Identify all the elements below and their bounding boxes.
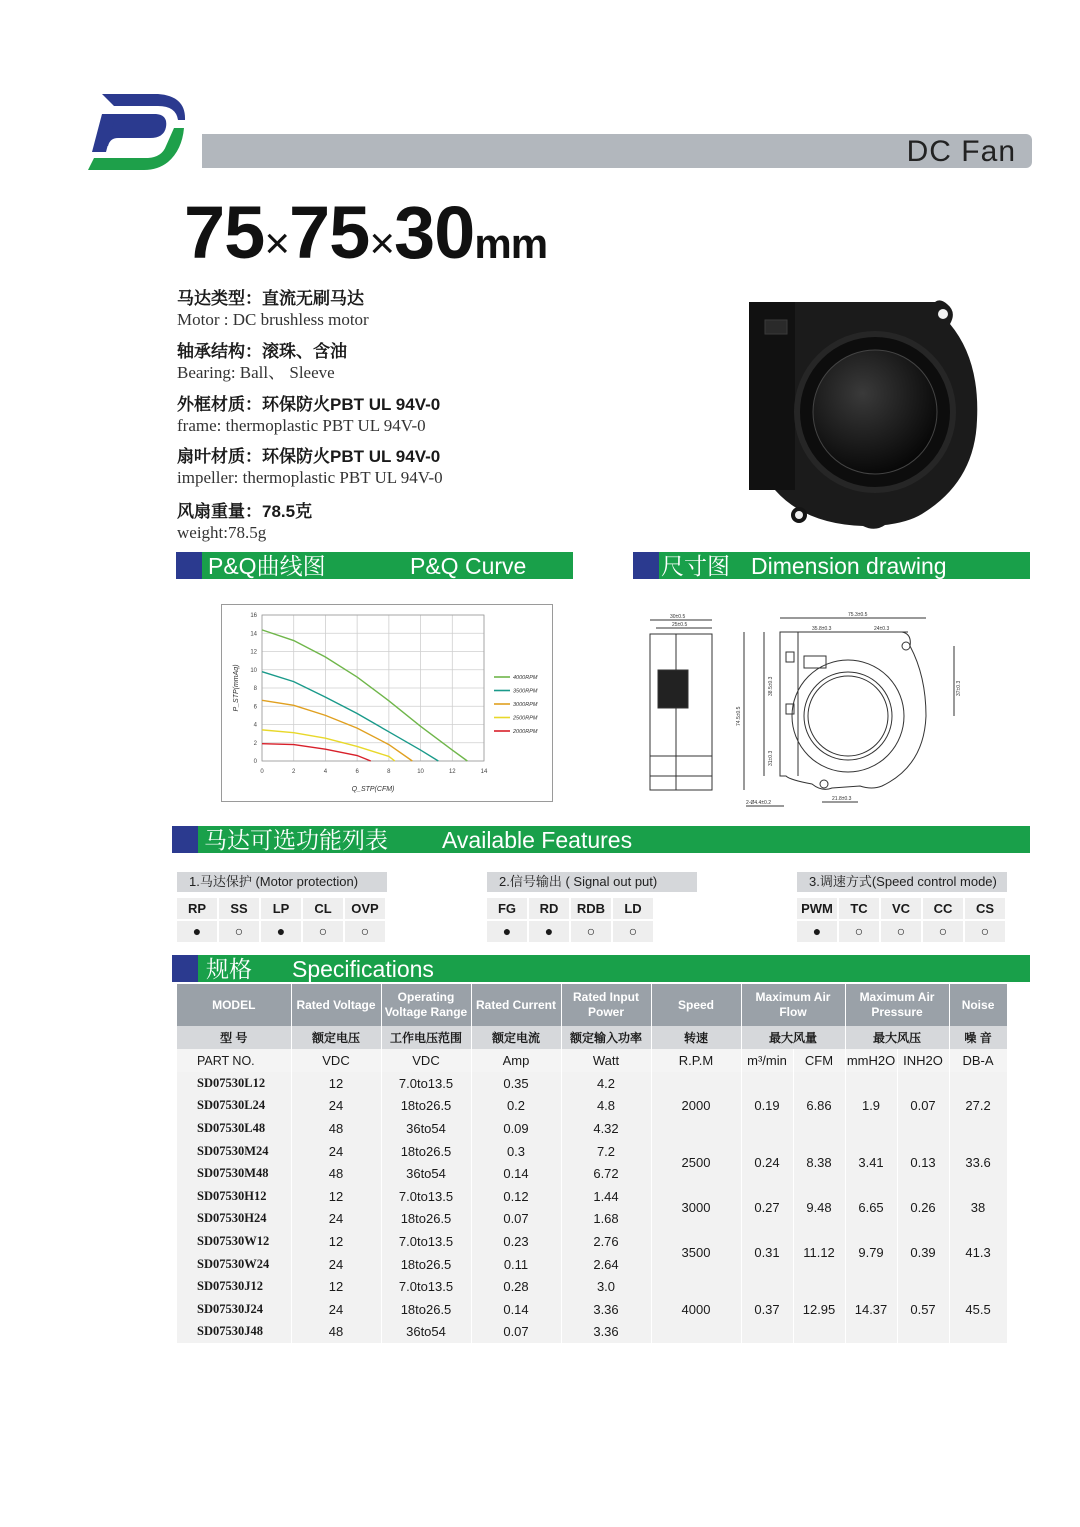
pq-curve-chart: [221, 604, 553, 802]
feature-label: RP: [177, 898, 219, 919]
y-tick-label: 6: [253, 704, 257, 711]
table-header-cell: Maximum Air Flow: [741, 984, 845, 1026]
table-unit-cell: R.P.M: [651, 1049, 741, 1072]
table-header-cell: Rated Voltage: [291, 984, 381, 1026]
group-value-cell: 1.9: [845, 1072, 897, 1140]
group-value-cell: 0.27: [741, 1185, 793, 1230]
table-row: [177, 1140, 1007, 1163]
series-line-2500RPM: [262, 730, 395, 761]
unavailable-circle-icon: ○: [345, 921, 387, 942]
svg-text:75.3±0.5: 75.3±0.5: [848, 612, 868, 618]
model-cell: SD07530J12: [177, 1275, 291, 1298]
table-row: [177, 1275, 1007, 1298]
spec-weight: 风扇重量：78.5克 weight:78.5g: [177, 502, 313, 542]
table-header-cell-cn: 型 号: [177, 1026, 291, 1049]
group-value-cell: 0.19: [741, 1072, 793, 1140]
feature-option-tc: [839, 898, 881, 942]
group-value-cell: 0.37: [741, 1275, 793, 1343]
table-unit-cell: VDC: [381, 1049, 471, 1072]
value-cell: 18to26.5: [381, 1208, 471, 1231]
table-header-cell-cn: 额定电压: [291, 1026, 381, 1049]
feature-grid-motor-protection: [177, 898, 387, 942]
series-line-4000RPM: [262, 630, 467, 761]
unavailable-circle-icon: ○: [923, 921, 965, 942]
spec-bearing: 轴承结构：滚珠、含油 Bearing: Ball、 Sleeve: [177, 342, 347, 382]
series-line-3500RPM: [262, 672, 438, 761]
feature-label: TC: [839, 898, 881, 919]
value-cell: 3.0: [561, 1275, 651, 1298]
section-available-features: 马达可选功能列表 Available Features: [172, 826, 1030, 853]
legend-label: 2500RPM: [513, 715, 538, 722]
table-unit-cell: m³/min: [741, 1049, 793, 1072]
table-header-cell-cn: 额定输入功率: [561, 1026, 651, 1049]
value-cell: 0.28: [471, 1275, 561, 1298]
feature-label: CS: [965, 898, 1007, 919]
value-cell: 3.36: [561, 1321, 651, 1344]
value-cell: 7.0to13.5: [381, 1072, 471, 1095]
table-header-cell: MODEL: [177, 984, 291, 1026]
value-cell: 0.11: [471, 1253, 561, 1276]
table-header-cell-cn: 最大风压: [845, 1026, 949, 1049]
svg-text:21.8±0.3: 21.8±0.3: [832, 796, 852, 802]
feature-label: VC: [881, 898, 923, 919]
model-cell: SD07530J24: [177, 1298, 291, 1321]
value-cell: 0.09: [471, 1117, 561, 1140]
value-cell: 18to26.5: [381, 1253, 471, 1276]
section-specifications: 规格 Specifications: [172, 955, 1030, 982]
value-cell: 12: [291, 1072, 381, 1095]
value-cell: 1.44: [561, 1185, 651, 1208]
feature-label: CC: [923, 898, 965, 919]
model-cell: SD07530L24: [177, 1095, 291, 1118]
group-value-cell: 0.07: [897, 1072, 949, 1140]
feature-option-rd: [529, 898, 571, 942]
value-cell: 4.32: [561, 1117, 651, 1140]
value-cell: 0.3: [471, 1140, 561, 1163]
y-tick-label: 10: [250, 667, 257, 674]
value-cell: 12: [291, 1275, 381, 1298]
table-header-cell-cn: 最大风量: [741, 1026, 845, 1049]
x-axis-label: Q_STP(CFM): [351, 786, 395, 793]
model-cell: SD07530H24: [177, 1208, 291, 1231]
feature-label: RD: [529, 898, 571, 919]
table-header-cell-cn: 额定电流: [471, 1026, 561, 1049]
table-row: [177, 1230, 1007, 1253]
group-value-cell: 0.57: [897, 1275, 949, 1343]
unavailable-circle-icon: ○: [219, 921, 261, 942]
value-cell: 4.2: [561, 1072, 651, 1095]
feature-option-cs: [965, 898, 1007, 942]
value-cell: 2.76: [561, 1230, 651, 1253]
y-axis-label: P_STP(mmAq): [233, 664, 240, 712]
feature-option-rdb: [571, 898, 613, 942]
spec-frame: 外框材质：环保防火PBT UL 94V-0 frame: thermoplastic PBT UL 94V-0: [177, 395, 441, 435]
value-cell: 0.07: [471, 1321, 561, 1344]
group-value-cell: 8.38: [793, 1140, 845, 1185]
feature-option-pwm: [797, 898, 839, 942]
group-value-cell: 9.48: [793, 1185, 845, 1230]
header-bar: [202, 134, 1032, 168]
unavailable-circle-icon: ○: [571, 921, 613, 942]
spec-impeller: 扇叶材质：环保防火PBT UL 94V-0 impeller: thermoplastic PBT UL 94V-0: [177, 447, 443, 487]
x-tick-label: 12: [448, 769, 456, 775]
fan-product-photo: [735, 290, 995, 540]
svg-text:74.5±0.5: 74.5±0.5: [736, 706, 742, 726]
value-cell: 0.23: [471, 1230, 561, 1253]
model-cell: SD07530J48: [177, 1321, 291, 1344]
table-unit-cell: Amp: [471, 1049, 561, 1072]
value-cell: 36to54: [381, 1162, 471, 1185]
y-tick-label: 0: [253, 759, 257, 765]
table-row: [177, 1185, 1007, 1208]
product-size-title: 75×75×30mm: [184, 191, 548, 274]
group-value-cell: 0.24: [741, 1140, 793, 1185]
legend-label: 4000RPM: [513, 675, 538, 681]
value-cell: 12: [291, 1185, 381, 1208]
group-value-cell: 0.13: [897, 1140, 949, 1185]
specifications-table: [177, 984, 1008, 1343]
table-unit-cell: INH2O: [897, 1049, 949, 1072]
table-unit-cell: DB-A: [949, 1049, 1007, 1072]
value-cell: 24: [291, 1253, 381, 1276]
group-value-cell: 45.5: [949, 1275, 1007, 1343]
x-tick-label: 8: [387, 769, 391, 775]
group-value-cell: 6.86: [793, 1072, 845, 1140]
svg-text:24±0.3: 24±0.3: [874, 626, 890, 632]
value-cell: 0.14: [471, 1162, 561, 1185]
group-value-cell: 6.65: [845, 1185, 897, 1230]
svg-text:38.5±0.3: 38.5±0.3: [768, 676, 774, 696]
value-cell: 0.07: [471, 1208, 561, 1231]
feature-option-ss: [219, 898, 261, 942]
value-cell: 7.0to13.5: [381, 1275, 471, 1298]
feature-grid-signal-output: [487, 898, 655, 942]
value-cell: 0.12: [471, 1185, 561, 1208]
group-value-cell: 0.39: [897, 1230, 949, 1275]
group-value-cell: 3000: [651, 1185, 741, 1230]
y-tick-label: 4: [253, 722, 257, 729]
value-cell: 2.64: [561, 1253, 651, 1276]
value-cell: 1.68: [561, 1208, 651, 1231]
section-dimension-drawing: 尺寸图 Dimension drawing: [633, 552, 1030, 579]
model-cell: SD07530L48: [177, 1117, 291, 1140]
feature-label: CL: [303, 898, 345, 919]
value-cell: 7.0to13.5: [381, 1230, 471, 1253]
legend-label: 3500RPM: [513, 688, 538, 695]
model-cell: SD07530H12: [177, 1185, 291, 1208]
table-header-row-cn: [177, 1026, 1007, 1049]
available-dot-icon: ●: [261, 921, 303, 942]
feature-label: LP: [261, 898, 303, 919]
svg-text:2-Ø4.4±0.2: 2-Ø4.4±0.2: [746, 800, 771, 806]
feature-group-title-signal-output: 2.信号输出 ( Signal out put): [487, 872, 697, 892]
value-cell: 7.0to13.5: [381, 1185, 471, 1208]
feature-label: LD: [613, 898, 655, 919]
x-tick-label: 6: [355, 769, 359, 775]
value-cell: 48: [291, 1117, 381, 1140]
unavailable-circle-icon: ○: [613, 921, 655, 942]
x-tick-label: 2: [292, 769, 296, 775]
feature-label: SS: [219, 898, 261, 919]
x-tick-label: 14: [480, 769, 488, 775]
group-value-cell: 2000: [651, 1072, 741, 1140]
feature-option-lp: [261, 898, 303, 942]
model-cell: SD07530W24: [177, 1253, 291, 1276]
pq-curve-svg: [222, 605, 554, 803]
value-cell: 36to54: [381, 1321, 471, 1344]
feature-option-cl: [303, 898, 345, 942]
legend-label: 2000RPM: [513, 729, 538, 735]
x-tick-label: 4: [323, 769, 328, 775]
model-cell: SD07530W12: [177, 1230, 291, 1253]
svg-text:30±0.5: 30±0.5: [670, 614, 686, 620]
model-cell: SD07530L12: [177, 1072, 291, 1095]
table-header-cell-cn: 噪 音: [949, 1026, 1007, 1049]
value-cell: 48: [291, 1321, 381, 1344]
y-tick-label: 16: [250, 613, 257, 619]
model-cell: SD07530M48: [177, 1162, 291, 1185]
table-header-row-en: [177, 984, 1007, 1026]
header-title: DC Fan: [906, 135, 1016, 168]
table-unit-cell: VDC: [291, 1049, 381, 1072]
feature-label: OVP: [345, 898, 387, 919]
svg-text:31±0.3: 31±0.3: [768, 750, 774, 766]
dimension-drawing: [636, 606, 966, 816]
table-header-cell: Maximum Air Pressure: [845, 984, 949, 1026]
feature-option-ovp: [345, 898, 387, 942]
unavailable-circle-icon: ○: [839, 921, 881, 942]
available-dot-icon: ●: [177, 921, 219, 942]
table-header-cell: Noise: [949, 984, 1007, 1026]
value-cell: 18to26.5: [381, 1140, 471, 1163]
group-value-cell: 11.12: [793, 1230, 845, 1275]
available-dot-icon: ●: [529, 921, 571, 942]
value-cell: 12: [291, 1230, 381, 1253]
available-dot-icon: ●: [487, 921, 529, 942]
feature-group-title-speed-control: 3.调速方式(Speed control mode): [797, 872, 1007, 892]
value-cell: 3.36: [561, 1298, 651, 1321]
group-value-cell: 14.37: [845, 1275, 897, 1343]
spec-motor: 马达类型：直流无刷马达 Motor : DC brushless motor: [177, 289, 369, 329]
value-cell: 18to26.5: [381, 1298, 471, 1321]
feature-label: PWM: [797, 898, 839, 919]
y-tick-label: 14: [250, 631, 257, 638]
group-value-cell: 38: [949, 1185, 1007, 1230]
value-cell: 24: [291, 1095, 381, 1118]
table-unit-cell: Watt: [561, 1049, 651, 1072]
available-dot-icon: ●: [797, 921, 839, 942]
table-header-cell-cn: 工作电压范围: [381, 1026, 471, 1049]
value-cell: 24: [291, 1298, 381, 1321]
feature-group-title-motor-protection: 1.马达保护 (Motor protection): [177, 872, 387, 892]
feature-label: RDB: [571, 898, 613, 919]
feature-option-fg: [487, 898, 529, 942]
table-header-cell-cn: 转速: [651, 1026, 741, 1049]
feature-option-rp: [177, 898, 219, 942]
group-value-cell: 4000: [651, 1275, 741, 1343]
y-tick-label: 8: [253, 686, 257, 692]
group-value-cell: 41.3: [949, 1230, 1007, 1275]
x-tick-label: 10: [417, 769, 424, 775]
value-cell: 48: [291, 1162, 381, 1185]
legend-label: 3000RPM: [513, 702, 538, 708]
feature-grid-speed-control: [797, 898, 1007, 942]
value-cell: 7.2: [561, 1140, 651, 1163]
feature-label: FG: [487, 898, 529, 919]
value-cell: 18to26.5: [381, 1095, 471, 1118]
x-tick-label: 0: [260, 769, 264, 775]
table-unit-row: [177, 1049, 1007, 1072]
table-header-cell: Operating Voltage Range: [381, 984, 471, 1026]
company-logo: [88, 94, 188, 170]
value-cell: 0.14: [471, 1298, 561, 1321]
value-cell: 6.72: [561, 1162, 651, 1185]
table-row: [177, 1072, 1007, 1095]
group-value-cell: 0.26: [897, 1185, 949, 1230]
feature-option-vc: [881, 898, 923, 942]
value-cell: 36to54: [381, 1117, 471, 1140]
y-tick-label: 12: [250, 649, 257, 656]
group-value-cell: 2500: [651, 1140, 741, 1185]
value-cell: 4.8: [561, 1095, 651, 1118]
unavailable-circle-icon: ○: [303, 921, 345, 942]
svg-text:37±0.3: 37±0.3: [956, 680, 962, 696]
table-unit-cell: mmH2O: [845, 1049, 897, 1072]
unavailable-circle-icon: ○: [881, 921, 923, 942]
group-value-cell: 3.41: [845, 1140, 897, 1185]
table-header-cell: Rated Current: [471, 984, 561, 1026]
y-tick-label: 2: [253, 740, 257, 747]
group-value-cell: 33.6: [949, 1140, 1007, 1185]
group-value-cell: 0.31: [741, 1230, 793, 1275]
feature-option-cc: [923, 898, 965, 942]
table-unit-cell: CFM: [793, 1049, 845, 1072]
value-cell: 24: [291, 1208, 381, 1231]
group-value-cell: 12.95: [793, 1275, 845, 1343]
group-value-cell: 9.79: [845, 1230, 897, 1275]
unavailable-circle-icon: ○: [965, 921, 1007, 942]
svg-text:25±0.5: 25±0.5: [672, 622, 688, 628]
feature-option-ld: [613, 898, 655, 942]
group-value-cell: 27.2: [949, 1072, 1007, 1140]
svg-text:35.8±0.3: 35.8±0.3: [812, 626, 832, 632]
table-unit-cell: PART NO.: [177, 1049, 291, 1072]
model-cell: SD07530M24: [177, 1140, 291, 1163]
section-pq-curve: P&Q曲线图 P&Q Curve: [176, 552, 573, 579]
table-header-cell: Rated Input Power: [561, 984, 651, 1026]
group-value-cell: 3500: [651, 1230, 741, 1275]
value-cell: 0.2: [471, 1095, 561, 1118]
value-cell: 24: [291, 1140, 381, 1163]
table-header-cell: Speed: [651, 984, 741, 1026]
value-cell: 0.35: [471, 1072, 561, 1095]
